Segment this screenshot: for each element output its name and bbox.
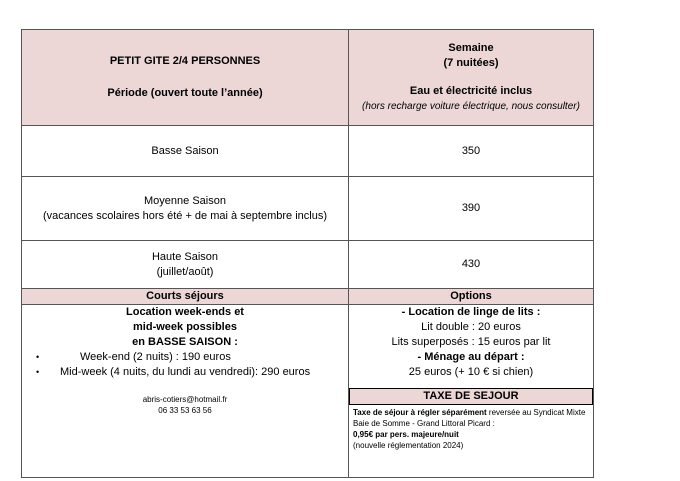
header-cell-right	[349, 30, 594, 126]
section-header-row	[22, 289, 594, 305]
linen-double: Lit double : 20 euros	[421, 321, 521, 333]
price-cell	[349, 177, 594, 241]
list-item: • Mid-week (4 nuits, du lundi au vendredi): 290 euros	[60, 365, 348, 380]
short-stays-cell	[22, 305, 349, 478]
season-name: Haute Saison	[151, 250, 219, 263]
tax-description	[349, 405, 593, 451]
cleaning-price: 25 euros (+ 10 € si chien)	[408, 366, 534, 378]
season-cell	[22, 126, 349, 177]
header-cell-left	[22, 30, 349, 126]
options-heading: Options	[349, 289, 594, 305]
season-price: 350	[461, 144, 481, 157]
price-cell	[349, 126, 594, 177]
gite-title: PETIT GITE 2/4 PERSONNES	[109, 55, 261, 67]
season-detail: (juillet/août)	[156, 265, 214, 278]
tax-rate: 0,95€ par pers. majeure/nuit	[353, 430, 459, 439]
price-cell	[349, 241, 594, 289]
charging-note: (hors recharge voiture électrique, nous consulter)	[362, 101, 580, 112]
tax-rest: reversée au Syndicat Mixte Baie de Somme - Grand Littoral Picard :	[353, 408, 586, 428]
short-stays-line2: mid-week possibles	[133, 321, 237, 333]
list-item: • Week-end (2 nuits) : 190 euros	[60, 350, 348, 365]
pricing-table	[21, 29, 594, 478]
table-row	[22, 177, 594, 241]
season-name: Moyenne Saison	[144, 194, 226, 207]
short-stays-list	[22, 350, 348, 380]
included-label: Eau et électricité inclus	[409, 85, 533, 97]
period-label: Période (ouvert toute l’année)	[107, 87, 263, 99]
nights-label: (7 nuitées)	[443, 57, 499, 69]
tax-heading: TAXE DE SEJOUR	[349, 388, 593, 405]
details-row	[22, 305, 594, 478]
contact-email: abris-cotiers@hotmail.fr	[142, 395, 228, 404]
season-cell	[22, 177, 349, 241]
contact-phone: 06 33 53 63 56	[158, 406, 212, 415]
options-cell	[349, 305, 594, 478]
season-detail: (vacances scolaires hors été + de mai à septembre inclus)	[43, 209, 327, 222]
linen-title: - Location de linge de lits :	[401, 306, 541, 318]
linen-bunk: Lits superposés : 15 euros par lit	[391, 336, 551, 348]
season-cell	[22, 241, 349, 289]
season-price: 390	[461, 202, 481, 214]
table-row	[22, 241, 594, 289]
short-stays-line3: en BASSE SAISON :	[132, 336, 238, 348]
short-stays-line1: Location week-ends et	[126, 306, 244, 318]
week-label: Semaine	[448, 42, 494, 54]
table-row	[22, 126, 594, 177]
tax-bold: Taxe de séjour à régler séparément	[353, 408, 487, 417]
cleaning-title: - Ménage au départ :	[417, 351, 525, 363]
tax-note: (nouvelle réglementation 2024)	[353, 441, 464, 450]
short-stays-heading: Courts séjours	[22, 289, 349, 305]
season-name: Basse Saison	[151, 144, 219, 157]
season-price: 430	[461, 258, 481, 270]
